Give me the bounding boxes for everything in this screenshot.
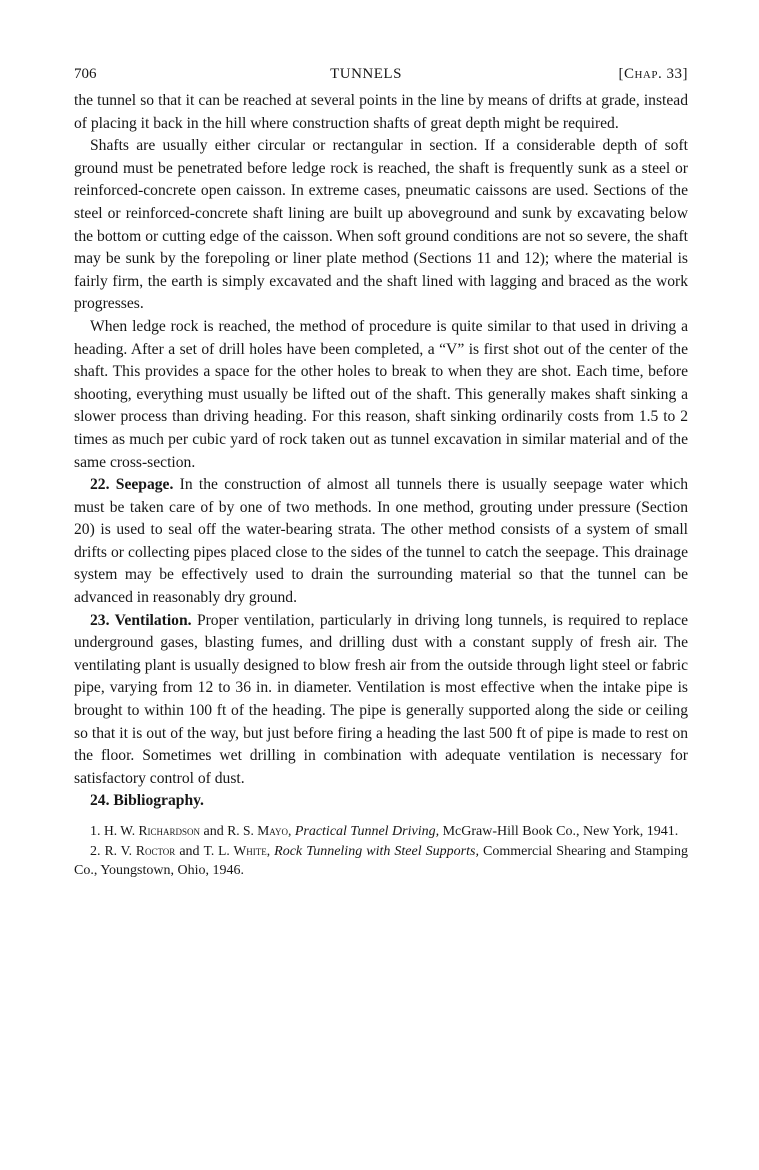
section-text-seepage: In the construction of almost all tunnels there is usually seepage water which must be taken care of by one of two methods. In one method, grouting under pressure (Section 20) is used to seal off the water-bearing strata. The other method consists of a system of small drifts or collecting pipes placed close to the sides of the tunnel to catch the seepage. This drainage system may be effectively used to drain the surrounding material so that the tunnel can be advanced in reasonably dry ground. <box>74 476 688 607</box>
book-title: Rock Tunneling with Steel Supports, <box>274 844 479 859</box>
body-text <box>74 90 688 813</box>
book-title: Practical Tunnel Driving, <box>294 824 440 839</box>
section-heading-ventilation: 23. Ventilation. <box>90 611 192 629</box>
author: T. L. White, <box>203 843 271 858</box>
publisher: Commercial Shearing and Stamping Co., Youngstown, Ohio, 1946. <box>74 844 689 878</box>
section-seepage <box>74 474 688 610</box>
paragraph-shafts: Shafts are usually either circular or rectangular in section. If a considerable depth of soft ground must be penetrated before ledge rock is reached, the shaft is frequently sunk as a steel or reinforced-concrete open caisson. In extreme cases, pneumatic caissons are used. Sections of the steel or reinforced-concrete shaft lining are built up aboveground and sunk by excavating below the bottom or cutting edge of the caisson. When soft ground conditions are not so severe, the shaft may be sunk by the forepoling or liner plate method (Sections 11 and 12); where the material is fairly firm, the earth is simply excavated and the shaft lined with lagging and braced as the work progresses. <box>74 137 688 313</box>
chapter-label: [Chap. 33] <box>618 66 688 82</box>
author: R. V. Roctor <box>104 843 176 858</box>
paragraph-ledge-rock: When ledge rock is reached, the method of procedure is quite similar to that used in driving a heading. After a set of drill holes have been completed, a “V” is first shot out of the center of the shaft. This provides a space for the other holes to break to when they are shot. Each time, before shooting, everything must usually be lifted out of the shaft. This generally makes shaft sinking a slower process than driving heading. For this reason, shaft sinking ordinarily costs from 1.5 to 2 times as much per cubic yard of rock taken out as tunnel excavation in similar material and of the same cross-section. <box>74 317 688 471</box>
paragraph-continuation: the tunnel so that it can be reached at several points in the line by means of drifts at grade, instead of placing it back in the hill where construction shafts of great depth might be required. <box>74 92 688 132</box>
running-header <box>74 66 688 90</box>
section-ventilation <box>74 610 688 791</box>
author: R. S. Mayo, <box>227 823 292 838</box>
running-title: TUNNELS <box>330 66 402 82</box>
publisher: McGraw-Hill Book Co., New York, 1941. <box>442 824 679 839</box>
bibliography-list <box>74 821 688 880</box>
book-page <box>74 66 688 880</box>
section-bibliography <box>74 790 688 813</box>
section-heading-seepage: 22. Seepage. <box>90 476 174 494</box>
author: H. W. Richardson <box>104 823 201 838</box>
bibliography-entry: 1. H. W. Richardson and R. S. Mayo, Practical Tunnel Driving, McGraw-Hill Book Co., New York, 1941. <box>90 823 679 839</box>
section-heading-bibliography: 24. Bibliography. <box>90 792 204 810</box>
bibliography-entry: 2. R. V. Roctor and T. L. White, Rock Tunneling with Steel Supports, Commercial Shearing and Stamping Co., Youngstown, Ohio, 1946. <box>74 843 689 878</box>
page-number: 706 <box>74 66 97 82</box>
section-text-ventilation: Proper ventilation, particularly in driving long tunnels, is required to replace underground gases, blasting fumes, and drilling dust with a constant supply of fresh air. The ventilating plant is usually designed to blow fresh air from the outside through light steel or fabric pipe, varying from 12 to 36 in. in diameter. Ventilation is most effective when the intake pipe is brought to within 100 ft of the heading. The pipe is generally supported along the side or ceiling so that it is out of the way, but just before firing a heading the last 500 ft of pipe is made to rest on the floor. Sometimes wet drilling in combination with adequate ventilation is necessary for satisfactory control of dust. <box>74 611 688 787</box>
